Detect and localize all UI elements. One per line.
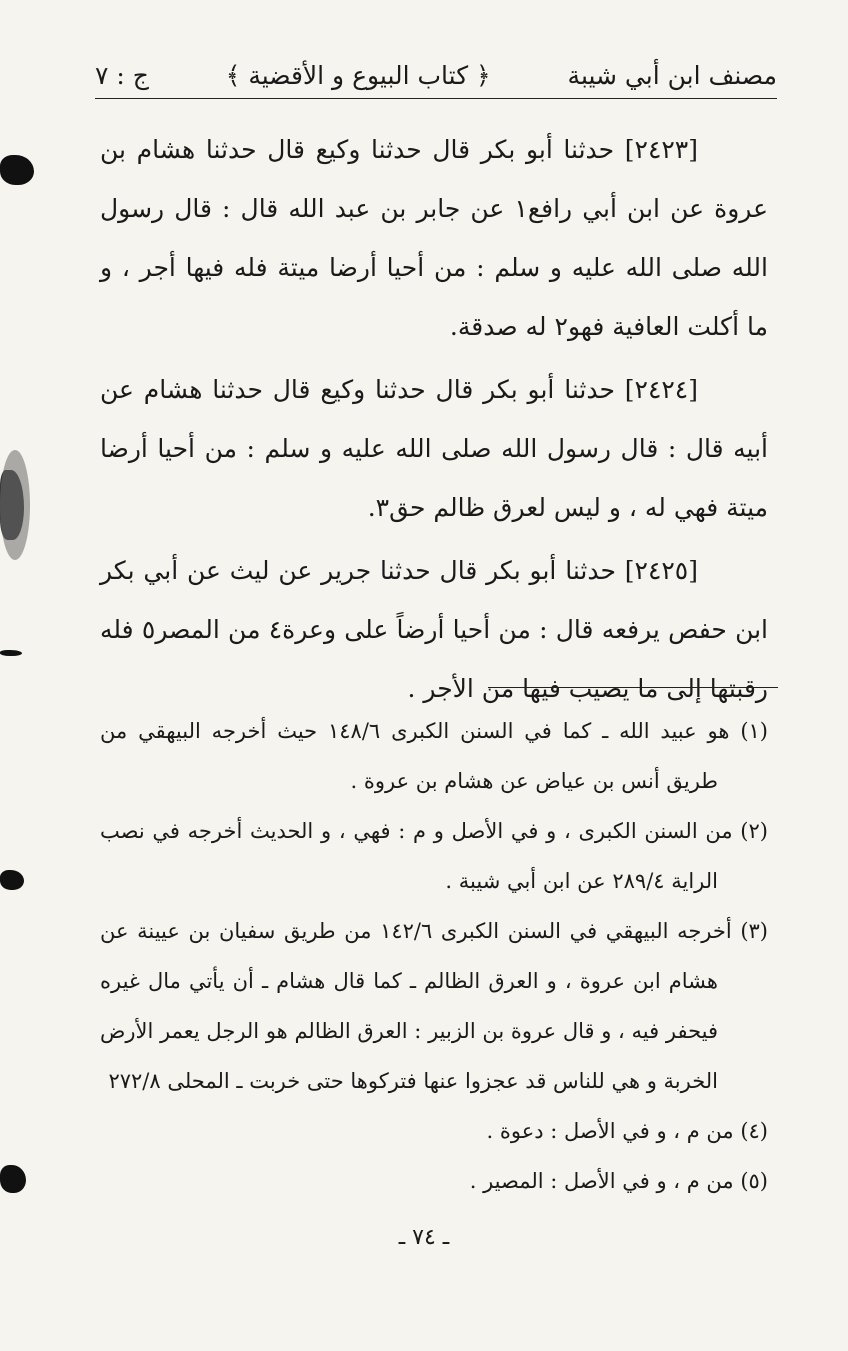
footnote-3: (٣) أخرجه البيهقي في السنن الكبرى ١٤٢/٦ من طريق سفيان بن عيينة عن هشام ابن عروة ، و العرق الظالم ـ كما قال هشام ـ أن يأتي مال غيره فيحفر فيه ، و قال عروة بن الزبير : العرق الظالم هو الرجل يعمر الأرض الخربة و هي للناس قد عجزوا عنها فتركوها حتى خربت ـ المحلى ٢٧٢/٨: [100, 919, 768, 1093]
book-title: مصنف ابن أبي شيبة: [567, 60, 777, 90]
footnotes: [100, 706, 768, 1206]
footnote-2: (٢) من السنن الكبرى ، و في الأصل و م : فهي ، و الحديث أخرجه في نصب الراية ٢٨٩/٤ عن ابن أبي شيبة .: [100, 819, 768, 893]
hadith-2423: [٢٤٢٣] حدثنا أبو بكر قال حدثنا وكيع قال حدثنا هشام بن عروة عن ابن أبي رافع١ عن جابر بن عبد الله قال : قال رسول الله صلى الله عليه و سلم : من أحيا أرضا ميتة فله فيها أجر ، و ما أكلت العافية فهو٢ له صدقة.: [100, 135, 768, 341]
page-number: ـ ٧٤ ـ: [398, 1225, 450, 1250]
footnote-1: (١) هو عبيد الله ـ كما في السنن الكبرى ١٤٨/٦ حيث أخرجه البيهقي من طريق أنس بن عياض عن هشام بن عروة .: [100, 719, 768, 793]
scan-speck: [0, 450, 30, 560]
section-title: ﴿ كتاب البيوع و الأقضية ﴾: [225, 60, 491, 90]
footnote-4: (٤) من م ، و في الأصل : دعوة .: [486, 1119, 768, 1143]
scan-blot: [0, 650, 22, 656]
volume-number: ج : ٧: [95, 60, 149, 90]
hadith-2425: [٢٤٢٥] حدثنا أبو بكر قال حدثنا جرير عن ليث عن أبي بكر ابن حفص يرفعه قال : من أحيا أرضاً على وعرة٤ من المصر٥ فله رقبتها إلى ما يصيب فيها من الأجر .: [100, 556, 769, 703]
footnote-5: (٥) من م ، و في الأصل : المصير .: [469, 1169, 768, 1193]
main-text: [100, 120, 768, 722]
scan-blot: [0, 155, 34, 185]
running-header: [95, 52, 777, 99]
scan-blot: [0, 870, 24, 890]
scan-blot: [0, 1165, 26, 1193]
footnote-divider: [488, 687, 778, 688]
hadith-2424: [٢٤٢٤] حدثنا أبو بكر قال حدثنا وكيع قال حدثنا هشام عن أبيه قال : قال رسول الله صلى الله عليه و سلم : من أحيا أرضا ميتة فهي له ، و ليس لعرق ظالم حق٣.: [100, 375, 768, 522]
